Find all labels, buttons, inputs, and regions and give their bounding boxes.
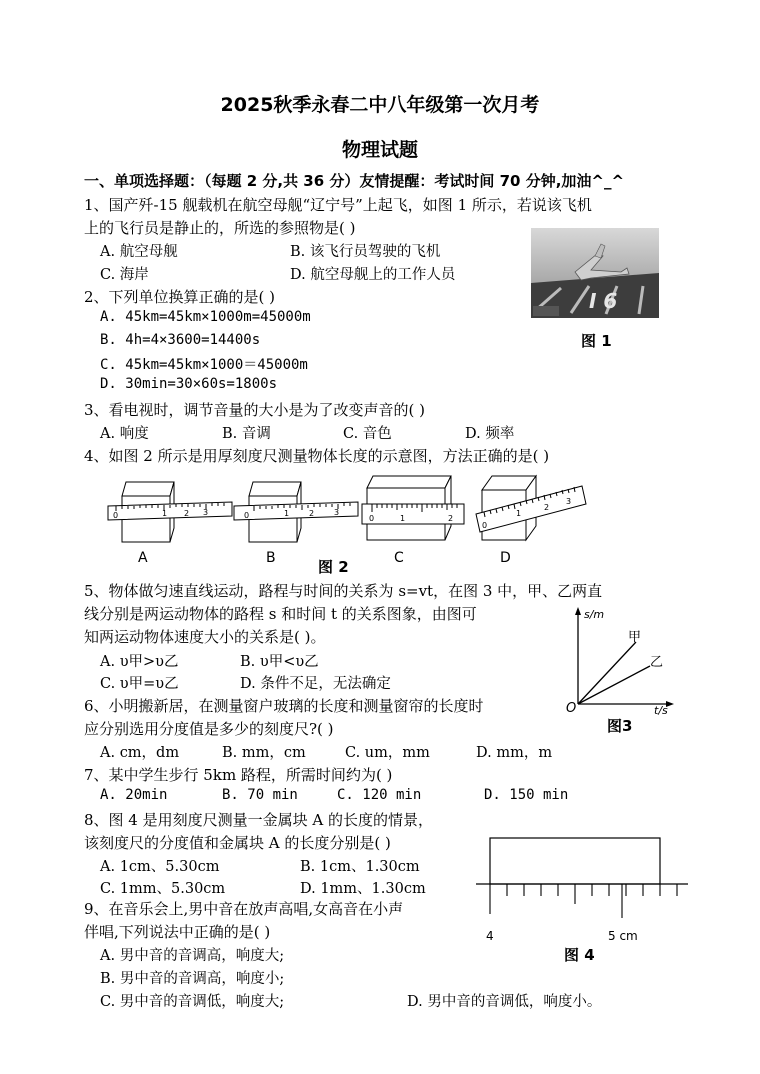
q9-option-a: A. 男中音的音调高，响度大; bbox=[100, 948, 285, 964]
q7-option-d: D. 150 min bbox=[484, 787, 569, 803]
fig2-c-tick-2: 2 bbox=[448, 514, 454, 523]
fig2-d-tick-3: 3 bbox=[566, 497, 572, 506]
q7-option-c: C. 120 min bbox=[337, 787, 422, 803]
figure-2-panel-a bbox=[108, 482, 232, 566]
q5-stem-line2: 线分别是两运动物体的路程 s 和时间 t 的关系图象，由图可 bbox=[84, 605, 477, 623]
figure-2-panel-b bbox=[234, 482, 358, 566]
q9-option-b: B. 男中音的音调高，响度小; bbox=[100, 971, 285, 987]
fig2-a-tick-2: 2 bbox=[184, 509, 190, 518]
q9-option-c: C. 男中音的音调低，响度大; bbox=[100, 994, 285, 1010]
q7-option-b: B. 70 min bbox=[222, 787, 298, 803]
fig3-y-label: s/m bbox=[584, 608, 605, 621]
q6-option-c: C. um，mm bbox=[345, 745, 430, 761]
fig2-a-tick-3: 3 bbox=[203, 508, 209, 517]
fig3-x-label: t/s bbox=[654, 704, 668, 716]
fig2-b-tick-0: 0 bbox=[244, 511, 250, 520]
q3-option-b: B. 音调 bbox=[222, 426, 271, 442]
fig4-label-5cm: 5 cm bbox=[608, 929, 638, 943]
q6-option-b: B. mm，cm bbox=[222, 745, 306, 761]
q2-option-b: B. 4h=4×3600=14400s bbox=[100, 332, 261, 348]
q5-stem-line1: 5、物体做匀速直线运动，路程与时间的关系为 s=vt，在图 3 中，甲、乙两直 bbox=[84, 582, 603, 600]
q4-stem: 4、如图 2 所示是用厚刻度尺测量物体长度的示意图，方法正确的是( ) bbox=[84, 447, 550, 465]
section-heading: 一、单项选择题：（每题 2 分,共 36 分）友情提醒：考试时间 70 分钟,加油^_^ bbox=[84, 172, 625, 190]
q1-option-d: D. 航空母舰上的工作人员 bbox=[290, 267, 456, 283]
fig2-d-tick-1: 1 bbox=[516, 509, 522, 518]
exam-title: 2025秋季永春二中八年级第一次月考 bbox=[220, 94, 540, 116]
q2-stem: 2、下列单位换算正确的是( ) bbox=[84, 288, 276, 306]
figure-2-caption: 图 2 bbox=[318, 558, 349, 576]
q2-option-d: D. 30min=30×60s=1800s bbox=[100, 376, 278, 392]
figure-1-image bbox=[531, 228, 659, 318]
fig2-b-tick-2: 2 bbox=[309, 509, 315, 518]
figure-2-panel-d bbox=[476, 476, 586, 566]
figure-3-caption: 图3 bbox=[607, 717, 633, 735]
fig2-label-b: B bbox=[266, 550, 276, 566]
q5-option-c: C. υ甲=υ乙 bbox=[100, 676, 179, 692]
fig2-label-a: A bbox=[138, 550, 148, 566]
figure-3-graph bbox=[562, 604, 676, 716]
svg-text:I 6: I 6 bbox=[589, 289, 618, 313]
q8-option-a: A. 1cm、5.30cm bbox=[100, 859, 220, 875]
q8-stem-line2: 该刻度尺的分度值和金属块 A 的长度分别是( ) bbox=[84, 834, 391, 852]
fig2-label-c: C bbox=[394, 550, 404, 566]
q6-option-a: A. cm，dm bbox=[100, 745, 180, 761]
fig2-c-tick-1: 1 bbox=[400, 514, 406, 523]
q2-option-a: A. 45km=45km×1000m=45000m bbox=[100, 309, 311, 325]
fig2-d-tick-2: 2 bbox=[544, 503, 550, 512]
fig2-label-d: D bbox=[500, 550, 511, 566]
fig2-b-tick-3: 3 bbox=[334, 508, 340, 517]
q8-option-b: B. 1cm、1.30cm bbox=[300, 859, 420, 875]
fig2-a-tick-0: 0 bbox=[113, 511, 119, 520]
q5-option-d: D. 条件不足，无法确定 bbox=[240, 676, 391, 692]
q8-stem-line1: 8、图 4 是用刻度尺测量一金属块 A 的长度的情景， bbox=[84, 811, 433, 829]
q3-option-d: D. 频率 bbox=[465, 426, 515, 442]
q1-stem-line2: 上的飞行员是静止的，所选的参照物是( ) bbox=[84, 219, 356, 237]
fig2-b-tick-1: 1 bbox=[284, 509, 290, 518]
q3-stem: 3、看电视时，调节音量的大小是为了改变声音的( ) bbox=[84, 401, 426, 419]
q1-option-b: B. 该飞行员驾驶的飞机 bbox=[290, 244, 441, 260]
figure-1-caption: 图 1 bbox=[581, 332, 612, 350]
q1-stem-line1: 1、国产歼-15 舰载机在航空母舰“辽宁号”上起飞，如图 1 所示，若说该飞机 bbox=[84, 196, 592, 214]
figure-4-caption: 图 4 bbox=[564, 946, 595, 964]
q9-stem-line1: 9、在音乐会上,男中音在放声高唱,女高音在小声 bbox=[84, 900, 404, 918]
fig3-line-jia: 甲 bbox=[628, 630, 642, 645]
q5-option-b: B. υ甲<υ乙 bbox=[240, 654, 319, 670]
q5-option-a: A. υ甲>υ乙 bbox=[100, 654, 179, 670]
q3-option-c: C. 音色 bbox=[343, 426, 392, 442]
figure-2-panel-c bbox=[362, 476, 464, 566]
q7-option-a: A. 20min bbox=[100, 787, 168, 803]
figure-2 bbox=[104, 468, 604, 568]
q8-option-c: C. 1mm、5.30cm bbox=[100, 881, 226, 897]
q1-option-a: A. 航空母舰 bbox=[100, 244, 178, 260]
q2-option-c: C. 45km=45km×1000＝45000m bbox=[100, 357, 308, 373]
fig3-line-yi: 乙 bbox=[650, 655, 664, 670]
q5-stem-line3: 知两运动物体速度大小的关系是( )。 bbox=[84, 628, 326, 646]
fig3-origin: O bbox=[566, 701, 577, 716]
fig2-d-tick-0: 0 bbox=[482, 521, 488, 530]
q9-stem-line2: 伴唱,下列说法中正确的是( ) bbox=[84, 923, 271, 941]
q6-stem-line2: 应分别选用分度值是多少的刻度尺?( ) bbox=[84, 720, 334, 738]
q6-stem-line1: 6、小明搬新居，在测量窗户玻璃的长度和测量窗帘的长度时 bbox=[84, 697, 484, 715]
q8-option-d: D. 1mm、1.30cm bbox=[300, 881, 426, 897]
q6-option-d: D. mm，m bbox=[476, 745, 553, 761]
fig4-label-4: 4 bbox=[486, 929, 494, 943]
fig2-a-tick-1: 1 bbox=[162, 509, 168, 518]
q9-option-d: D. 男中音的音调低，响度小。 bbox=[407, 994, 602, 1010]
figure-4-ruler bbox=[476, 832, 690, 946]
q3-option-a: A. 响度 bbox=[100, 426, 149, 442]
q7-stem: 7、某中学生步行 5km 路程，所需时间约为( ) bbox=[84, 766, 393, 784]
exam-subtitle: 物理试题 bbox=[341, 139, 418, 161]
q1-option-c: C. 海岸 bbox=[100, 267, 149, 283]
fig2-c-tick-0: 0 bbox=[369, 514, 375, 523]
